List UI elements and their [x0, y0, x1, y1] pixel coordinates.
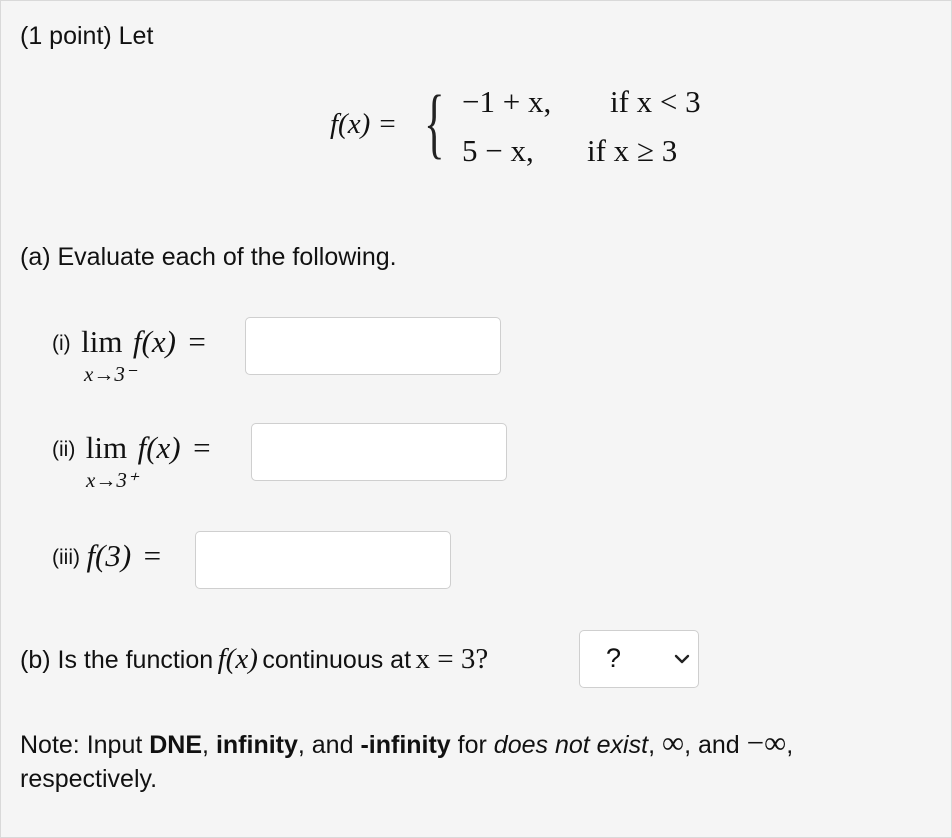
part-b-func: f(x)	[217, 643, 258, 675]
note-line-1	[20, 725, 793, 761]
note-neg-infinity: -infinity	[360, 731, 451, 759]
note-infinity: infinity	[215, 731, 298, 759]
answer-input-3[interactable]	[195, 531, 451, 589]
function-name: f(x) =	[330, 108, 398, 140]
definition-lhs	[330, 108, 397, 141]
note-text-4: for	[450, 731, 494, 759]
item-3-label: (iii)	[52, 546, 80, 569]
case1-expression-text: −1 + x,	[462, 84, 552, 119]
cases-brace: {	[424, 79, 445, 166]
item-2-func: f(x)	[137, 430, 181, 465]
neg-infinity-symbol: −∞	[746, 725, 787, 760]
part-b-math: x = 3?	[415, 643, 489, 675]
part-a-prompt: (a) Evaluate each of the following.	[20, 243, 397, 271]
note-text-7: ,	[786, 731, 794, 759]
part-a-item-2	[52, 430, 211, 466]
note-text-3: , and	[297, 731, 361, 759]
infinity-symbol: ∞	[661, 725, 685, 760]
item-2-equals: =	[193, 430, 211, 465]
item-1-subscript: x→3⁻	[84, 362, 136, 386]
note-does-not-exist: does not exist	[493, 731, 649, 759]
answer-input-2[interactable]	[251, 423, 507, 481]
item-1-label: (i)	[52, 332, 71, 355]
problem-header: (1 point) Let	[20, 22, 154, 50]
item-3-func: f(3)	[86, 538, 132, 573]
item-2-lim: lim	[85, 430, 128, 465]
item-1-equals: =	[188, 324, 206, 359]
item-3-equals: =	[143, 538, 162, 573]
part-b-middle: continuous at	[262, 646, 412, 674]
case2-condition: if x ≥ 3	[587, 133, 678, 168]
note-line-2: respectively.	[20, 765, 158, 793]
part-a-item-1	[52, 324, 206, 360]
part-b-prefix: (b) Is the function	[20, 646, 214, 674]
note-text-5: ,	[648, 731, 662, 759]
case2-expression: 5 − x,	[462, 133, 534, 168]
note-text-1: Note: Input	[20, 731, 150, 759]
select-value: ?	[606, 643, 622, 673]
continuity-select[interactable]	[579, 630, 699, 688]
case1-condition: if x < 3	[610, 84, 701, 119]
item-2-label: (ii)	[52, 438, 76, 461]
item-2-subscript: x→3⁺	[86, 468, 138, 492]
note-text-6: , and	[684, 731, 747, 759]
item-1-func: f(x)	[132, 324, 176, 359]
chevron-down-icon	[674, 653, 690, 665]
note-text-2: ,	[202, 731, 216, 759]
case1-expression	[462, 84, 551, 120]
note-dne: DNE	[149, 731, 203, 759]
part-a-item-3	[52, 538, 161, 574]
item-1-lim: lim	[81, 324, 123, 359]
answer-input-1[interactable]	[245, 317, 501, 375]
part-b-question	[20, 643, 488, 676]
